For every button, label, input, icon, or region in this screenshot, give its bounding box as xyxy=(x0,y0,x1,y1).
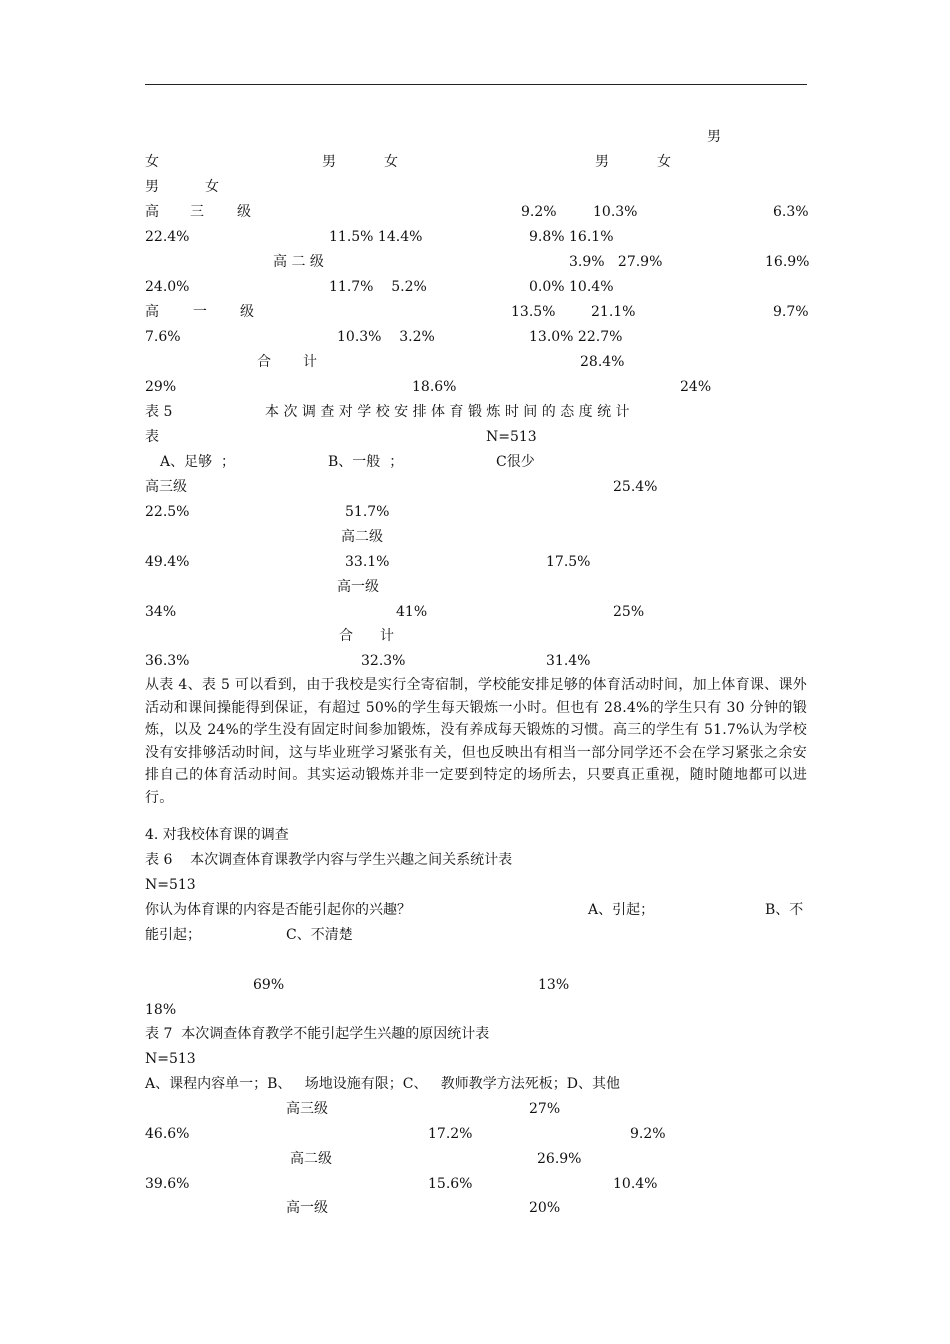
text-line-l52: 33.1% xyxy=(345,554,390,570)
text-line-l80: 17.2% xyxy=(428,1126,473,1142)
text-line-l62: 31.4% xyxy=(546,653,591,669)
text-line-l72: 13% xyxy=(538,977,570,993)
text-line-l25: 一 xyxy=(193,304,207,320)
text-line-l11: 级 xyxy=(237,204,251,220)
text-line-l65: N=513 xyxy=(145,877,196,893)
text-line-l56: 41% xyxy=(396,604,428,620)
text-line-l10: 三 xyxy=(190,204,204,220)
text-line-l76: A、课程内容单一；B、 场地设施有限；C、 教师教学方法死板；D、其他 xyxy=(145,1076,621,1092)
text-line-l68: B、不 xyxy=(765,902,804,918)
text-line-l23: 0.0% 10.4% xyxy=(529,279,614,295)
text-line-l54: 高一级 xyxy=(337,579,379,595)
text-line-l40: 本 次 调 查 对 学 校 安 排 体 育 锻 炼 时 间 的 态 度 统 计 xyxy=(265,404,630,420)
text-line-l63: 4. 对我校体育课的调查 xyxy=(145,827,289,843)
text-line-l20: 16.9% xyxy=(765,254,810,270)
text-line-l86: 10.4% xyxy=(613,1176,658,1192)
text-line-l61: 32.3% xyxy=(361,653,406,669)
text-line-l06: 女 xyxy=(657,154,671,170)
text-line-l51: 49.4% xyxy=(145,554,190,570)
text-line-l48: 22.5% xyxy=(145,504,190,520)
text-line-l19: 3.9% 27.9% xyxy=(569,254,663,270)
text-line-l79: 46.6% xyxy=(145,1126,190,1142)
text-line-l26: 级 xyxy=(240,304,254,320)
text-line-l31: 10.3% 3.2% xyxy=(337,329,435,345)
text-line-l85: 15.6% xyxy=(428,1176,473,1192)
text-line-l49: 51.7% xyxy=(345,504,390,520)
text-line-l03: 男 xyxy=(322,154,336,170)
text-line-l70: C、不清楚 xyxy=(286,927,353,943)
text-line-l32: 13.0% 22.7% xyxy=(529,329,623,345)
text-line-l15: 22.4% xyxy=(145,229,190,245)
text-line-l69: 能引起； xyxy=(145,927,201,943)
text-line-l09: 高 xyxy=(145,204,159,220)
text-line-l42: N=513 xyxy=(486,429,537,445)
text-line-l04: 女 xyxy=(384,154,398,170)
text-line-l82: 高二级 xyxy=(290,1151,332,1167)
text-line-l67: A、引起； xyxy=(588,902,655,918)
text-line-l34: 计 xyxy=(303,354,317,370)
text-line-l24: 高 xyxy=(145,304,159,320)
text-line-l41: 表 xyxy=(145,429,159,445)
text-line-l22: 11.7% 5.2% xyxy=(329,279,427,295)
text-line-l83: 26.9% xyxy=(537,1151,582,1167)
text-line-l33: 合 xyxy=(257,354,271,370)
text-line-l18: 高 二 级 xyxy=(273,254,324,270)
text-line-l64: 表 6 本次调查体育课教学内容与学生兴趣之间关系统计表 xyxy=(145,852,513,868)
text-line-l12: 9.2% xyxy=(521,204,557,220)
text-line-l75: N=513 xyxy=(145,1051,196,1067)
text-line-l01: 男 xyxy=(707,129,721,145)
text-line-l74: 表 7 本次调查体育教学不能引起学生兴趣的原因统计表 xyxy=(145,1026,490,1042)
text-line-l17: 9.8% 16.1% xyxy=(529,229,614,245)
text-line-l02: 女 xyxy=(145,154,159,170)
text-line-l38: 24% xyxy=(680,379,712,395)
text-line-l44: B、一般 ； xyxy=(328,454,404,470)
text-line-l16: 11.5% 14.4% xyxy=(329,229,423,245)
text-line-l39: 表 5 xyxy=(145,404,173,420)
text-line-l53: 17.5% xyxy=(546,554,591,570)
text-line-l66: 你认为体育课的内容是否能引起你的兴趣？ xyxy=(145,902,411,918)
text-line-l46: 高三级 xyxy=(145,479,187,495)
text-line-l30: 7.6% xyxy=(145,329,181,345)
text-line-l45: C很少 xyxy=(496,454,535,470)
text-line-l14: 6.3% xyxy=(773,204,809,220)
text-line-l88: 20% xyxy=(529,1200,561,1216)
text-line-l05: 男 xyxy=(595,154,609,170)
text-line-l28: 21.1% xyxy=(591,304,636,320)
text-line-l43: A、足够 ； xyxy=(160,454,236,470)
text-line-l84: 39.6% xyxy=(145,1176,190,1192)
text-line-l37: 18.6% xyxy=(412,379,457,395)
header-rule xyxy=(145,84,807,85)
text-line-l60: 36.3% xyxy=(145,653,190,669)
text-line-l73: 18% xyxy=(145,1002,177,1018)
text-line-l27: 13.5% xyxy=(511,304,556,320)
text-line-l35: 28.4% xyxy=(580,354,625,370)
text-line-l07: 男 xyxy=(145,179,159,195)
text-line-l77: 高三级 xyxy=(286,1101,328,1117)
text-line-l08: 女 xyxy=(205,179,219,195)
text-line-l21: 24.0% xyxy=(145,279,190,295)
text-line-l55: 34% xyxy=(145,604,177,620)
text-line-l81: 9.2% xyxy=(630,1126,666,1142)
text-line-l58: 合 xyxy=(339,628,353,644)
text-line-l36: 29% xyxy=(145,379,177,395)
text-line-l71: 69% xyxy=(253,977,285,993)
text-line-l47: 25.4% xyxy=(613,479,658,495)
text-line-l29: 9.7% xyxy=(773,304,809,320)
text-line-l50: 高二级 xyxy=(341,529,383,545)
text-line-l59: 计 xyxy=(380,628,394,644)
text-line-l13: 10.3% xyxy=(593,204,638,220)
text-line-l57: 25% xyxy=(613,604,645,620)
analysis-paragraph: 从表 4、表 5 可以看到，由于我校是实行全寄宿制，学校能安排足够的体育活动时间，加上体育课、课外活动和课间操能得到保证，有超过 50%的学生每天锻炼一小时。但也有 28.4%的学生只有 30 分钟的锻炼，以及 24%的学生没有固定时间参加锻炼，没有养成每天锻炼的习惯。高三的学生有 51.7%认为学校没有安排够活动时间，这与毕业班学习紧张有关，但也反映出有相当一部分同学还不会在学习紧张之余安排自己的体育活动时间。其实运动锻炼并非一定要到特定的场所去，只要真正重视，随时随地都可以进行。 xyxy=(145,677,807,806)
text-line-l78: 27% xyxy=(529,1101,561,1117)
text-line-l87: 高一级 xyxy=(286,1200,328,1216)
